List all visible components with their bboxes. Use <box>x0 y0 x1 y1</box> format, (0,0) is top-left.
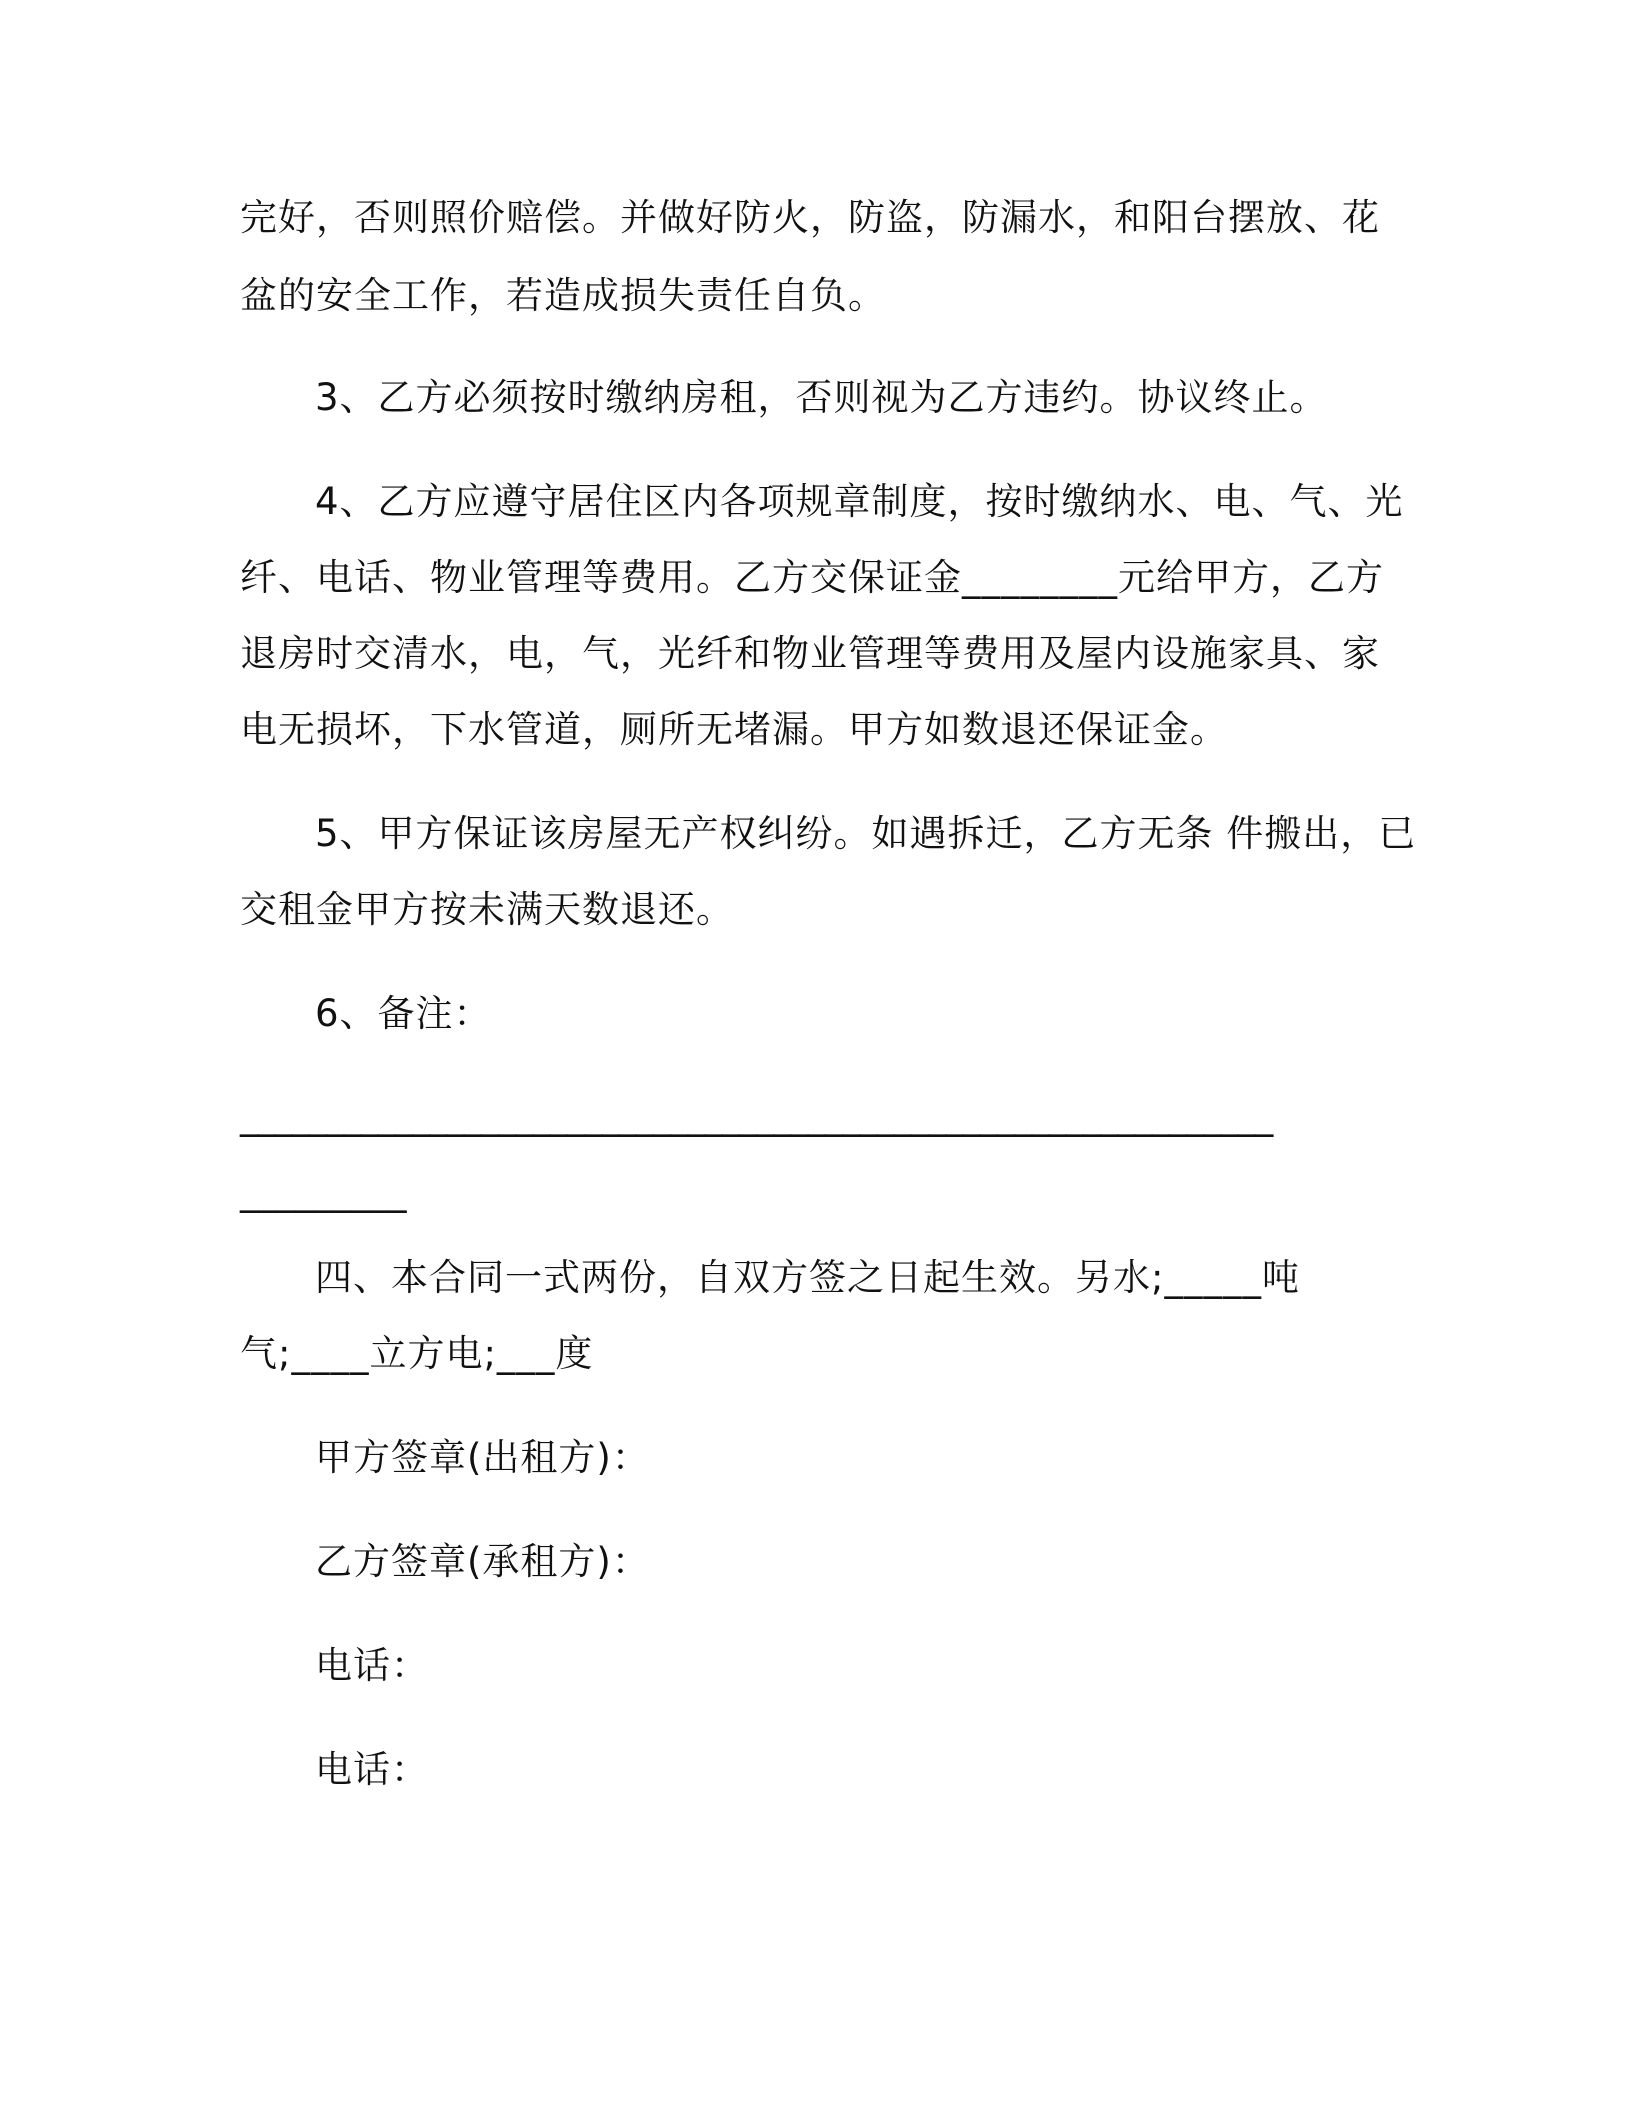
clause-four-line: 气;____立方电;___度 <box>240 1332 594 1375</box>
clause-3-text: 3、乙方必须按时缴纳房租，否则视为乙方违约。协议终止。 <box>315 376 1328 419</box>
party-a-signature-label: 甲方签章(出租方)： <box>315 1436 650 1479</box>
paragraph-line: 完好，否则照价赔偿。并做好防火，防盗，防漏水，和阳台摆放、花 <box>240 196 1380 239</box>
phone-label-a: 电话： <box>315 1644 429 1687</box>
phone-label-b: 电话： <box>315 1748 429 1791</box>
clause-5-line: 交租金甲方按未满天数退还。 <box>240 888 734 931</box>
remarks-blank-line: ____________________________________________________________ <box>240 1094 1273 1137</box>
party-b-signature-label: 乙方签章(承租方)： <box>315 1540 650 1583</box>
paragraph-line: 盆的安全工作，若造成损失责任自负。 <box>240 274 886 317</box>
clause-4-line: 电无损坏，下水管道，厕所无堵漏。甲方如数退还保证金。 <box>240 708 1228 751</box>
remarks-blank-line: _________ <box>240 1170 407 1213</box>
remarks-label: 6、备注： <box>315 992 492 1035</box>
clause-4-line: 退房时交清水，电，气，光纤和物业管理等费用及屋内设施家具、家 <box>240 632 1380 675</box>
clause-5-line: 5、甲方保证该房屋无产权纠纷。如遇拆迁，乙方无条 件搬出，已 <box>315 812 1417 855</box>
clause-4-line: 4、乙方应遵守居住区内各项规章制度，按时缴纳水、电、气、光 <box>315 480 1404 523</box>
clause-4-line: 纤、电话、物业管理等费用。乙方交保证金________元给甲方，乙方 <box>240 556 1384 599</box>
clause-four-line: 四、本合同一式两份，自双方签之日起生效。另水;_____吨 <box>315 1256 1300 1299</box>
